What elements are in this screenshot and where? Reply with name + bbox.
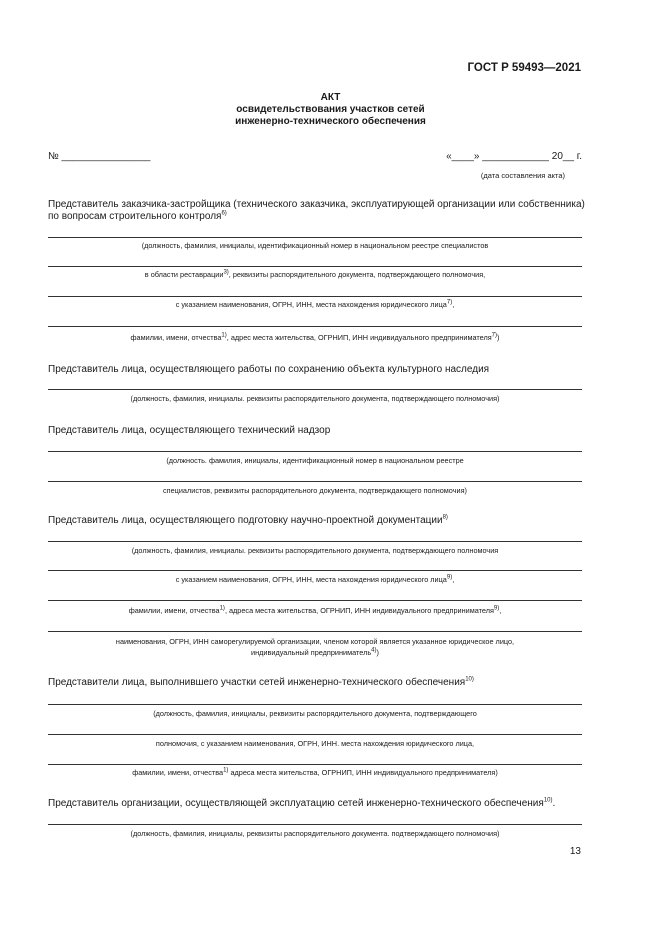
footnote-ref: 1) xyxy=(219,605,225,612)
section-contractor-heading xyxy=(48,677,608,689)
footnote-ref: 6) xyxy=(221,210,227,217)
caption-text: с указанием наименования, ОГРН, ИНН, места нахождения юридического лица xyxy=(175,575,447,584)
caption-text: ) xyxy=(376,648,379,657)
field-caption: (должность, фамилия, инициалы. реквизиты распорядительного документа, подтверждающего полномочия xyxy=(131,546,499,555)
field-caption: (должность, фамилия, инициалы, реквизиты распорядительного документа. подтверждающего полномочия) xyxy=(130,829,500,838)
field-caption: наименования, ОГРН, ИНН саморегулируемой организации, членом которой является указанное юридическое лицо, xyxy=(115,637,515,646)
section-operator-heading xyxy=(48,798,608,810)
field-caption xyxy=(48,270,582,280)
fill-line xyxy=(48,600,582,601)
section-customer-heading xyxy=(48,199,608,223)
heading-line: по вопросам строительного контроля xyxy=(48,211,222,222)
heading-text: . xyxy=(552,798,556,809)
fill-line xyxy=(48,266,582,267)
heading-line: Представитель заказчика-застройщика (технического заказчика, эксплуатирующей организации или собственника) xyxy=(48,199,585,210)
act-date-field: «____» ____________ 20__ г. xyxy=(446,151,582,162)
footnote-ref: 4) xyxy=(371,647,377,654)
footnote-ref: 3) xyxy=(223,269,229,276)
act-title: АКТ xyxy=(320,92,341,103)
caption-text: в области реставрации xyxy=(144,270,224,279)
field-caption: полномочия, с указанием наименования, ОГРН, ИНН. места нахождения юридического лица, xyxy=(155,739,475,748)
caption-text: ) xyxy=(497,333,500,342)
section-heritage-heading: Представитель лица, осуществляющего работы по сохранению объекта культурного наследия xyxy=(48,364,490,375)
caption-text: адреса места жительства, ОГРНИП, ИНН индивидуального предпринимателя) xyxy=(228,768,498,777)
field-caption: (должность. фамилия, инициалы, идентификационный номер в национальном реестре xyxy=(166,456,464,465)
footnote-ref: 10) xyxy=(465,676,474,683)
section-tech-supervision-heading: Представитель лица, осуществляющего технический надзор xyxy=(48,425,331,436)
caption-text: , xyxy=(499,606,502,615)
caption-text: фамилии, имени, отчества xyxy=(132,768,224,777)
field-caption: специалистов, реквизиты распорядительного документа, подтверждающего полномочия) xyxy=(163,486,467,495)
footnote-ref: 10) xyxy=(543,797,553,804)
footnote-ref: 1) xyxy=(223,767,229,774)
fill-line xyxy=(48,631,582,632)
field-caption xyxy=(48,606,582,616)
footnote-ref: 8) xyxy=(442,514,448,521)
caption-text: фамилии, имени, отчества xyxy=(128,606,220,615)
heading-text: Представитель лица, осуществляющего подготовку научно-проектной документации xyxy=(48,515,443,526)
fill-line xyxy=(48,237,582,238)
fill-line xyxy=(48,451,582,452)
footnote-ref: 1) xyxy=(221,332,227,339)
caption-text: , xyxy=(452,300,455,309)
act-date-caption: (дата составления акта) xyxy=(480,171,565,180)
fill-line xyxy=(48,541,582,542)
footnote-ref: 9) xyxy=(446,574,453,581)
page-number: 13 xyxy=(569,846,581,857)
field-caption: (должность, фамилия, инициалы, реквизиты распорядительного документа, подтверждающего xyxy=(153,709,477,718)
field-caption: (должность, фамилия, инициалы, идентификационный номер в национальном реестре специалистов xyxy=(141,241,489,250)
fill-line xyxy=(48,326,582,327)
field-caption: (должность, фамилия, инициалы. реквизиты распорядительного документа, подтверждающего полномочия) xyxy=(130,394,500,403)
caption-text: , xyxy=(452,575,455,584)
act-subtitle-line2: инженерно-технического обеспечения xyxy=(235,116,426,127)
fill-line xyxy=(48,764,582,765)
footnote-ref: 7) xyxy=(446,299,453,306)
fill-line xyxy=(48,481,582,482)
section-design-heading xyxy=(48,515,608,527)
fill-line xyxy=(48,570,582,571)
caption-text: индивидуальный предприниматель xyxy=(251,648,372,657)
fill-line xyxy=(48,734,582,735)
act-subtitle-line1: освидетельствования участков сетей xyxy=(236,104,425,115)
heading-text: Представители лица, выполнившего участки сетей инженерно-технического обеспечения xyxy=(48,677,466,688)
footnote-ref: 7) xyxy=(491,332,498,339)
caption-text: , реквизиты распорядительного документа, подтверждающего полномочия, xyxy=(228,270,486,279)
heading-text: Представитель организации, осуществляющей эксплуатацию сетей инженерно-технического обеспечения xyxy=(48,798,544,809)
caption-text: , адреса места жительства, ОГРНИП, ИНН индивидуального предпринимателя xyxy=(224,606,494,615)
fill-line xyxy=(48,824,582,825)
caption-text: фамилии, имени, отчества xyxy=(130,333,222,342)
fill-line xyxy=(48,296,582,297)
field-caption xyxy=(48,300,582,310)
standard-number: ГОСТ Р 59493—2021 xyxy=(467,62,581,74)
caption-text: с указанием наименования, ОГРН, ИНН, места нахождения юридического лица xyxy=(175,300,447,309)
caption-text: , адрес места жительства, ОГРНИП, ИНН индивидуального предпринимателя xyxy=(226,333,492,342)
footnote-ref: 9) xyxy=(493,605,500,612)
field-caption xyxy=(48,648,582,658)
fill-line xyxy=(48,389,582,390)
field-caption xyxy=(48,333,582,343)
act-number-field: № ________________ xyxy=(48,151,151,162)
field-caption xyxy=(48,768,582,778)
field-caption xyxy=(48,575,582,585)
fill-line xyxy=(48,704,582,705)
